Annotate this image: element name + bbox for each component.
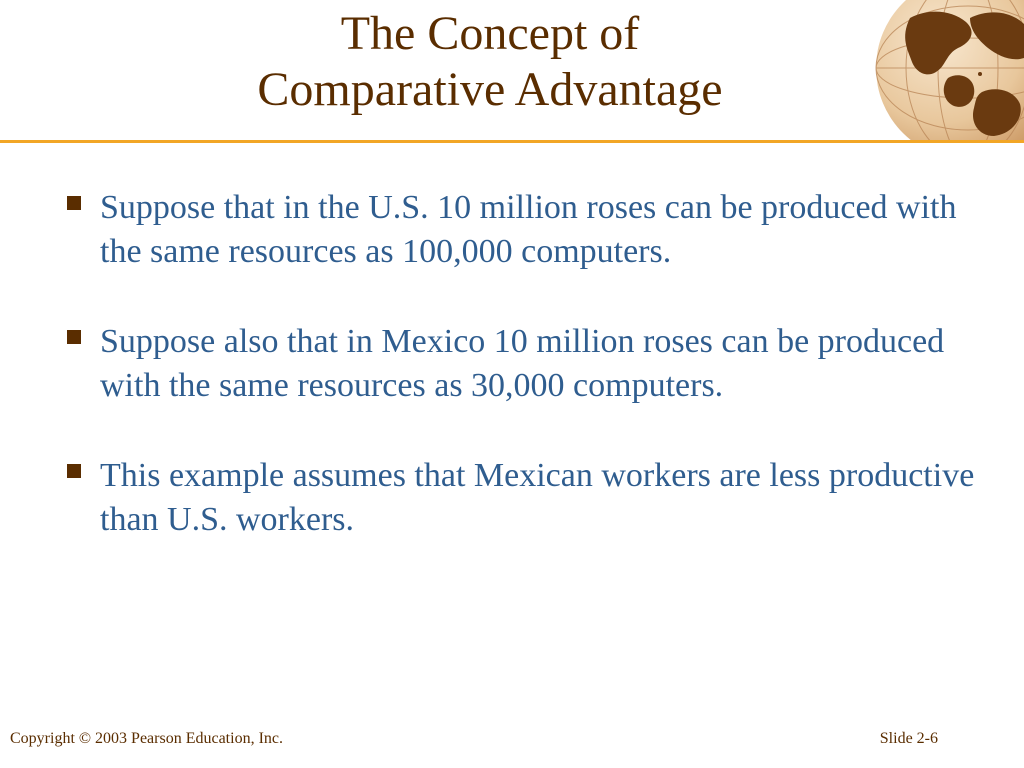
bullet-text: Suppose that in the U.S. 10 million roses can be produced with the same resources as 100,000 computers. xyxy=(100,189,957,270)
bullet-text: Suppose also that in Mexico 10 million roses can be produced with the same resources as 30,000 computers. xyxy=(100,323,945,404)
globe-icon xyxy=(870,0,1024,140)
copyright-footer: Copyright © 2003 Pearson Education, Inc. xyxy=(10,730,283,747)
bullet-item xyxy=(60,454,980,542)
title-line-1: The Concept of xyxy=(340,7,640,60)
bullet-item xyxy=(60,320,980,408)
square-bullet-icon xyxy=(67,196,81,210)
bullet-list xyxy=(60,186,980,588)
square-bullet-icon xyxy=(67,464,81,478)
square-bullet-icon xyxy=(67,330,81,344)
slide-title xyxy=(150,6,830,118)
title-line-2: Comparative Advantage xyxy=(257,63,723,116)
title-divider xyxy=(0,140,1024,143)
bullet-text: This example assumes that Mexican workers are less productive than U.S. workers. xyxy=(100,457,975,538)
slide-number: Slide 2-6 xyxy=(879,730,938,747)
bullet-item xyxy=(60,186,980,274)
